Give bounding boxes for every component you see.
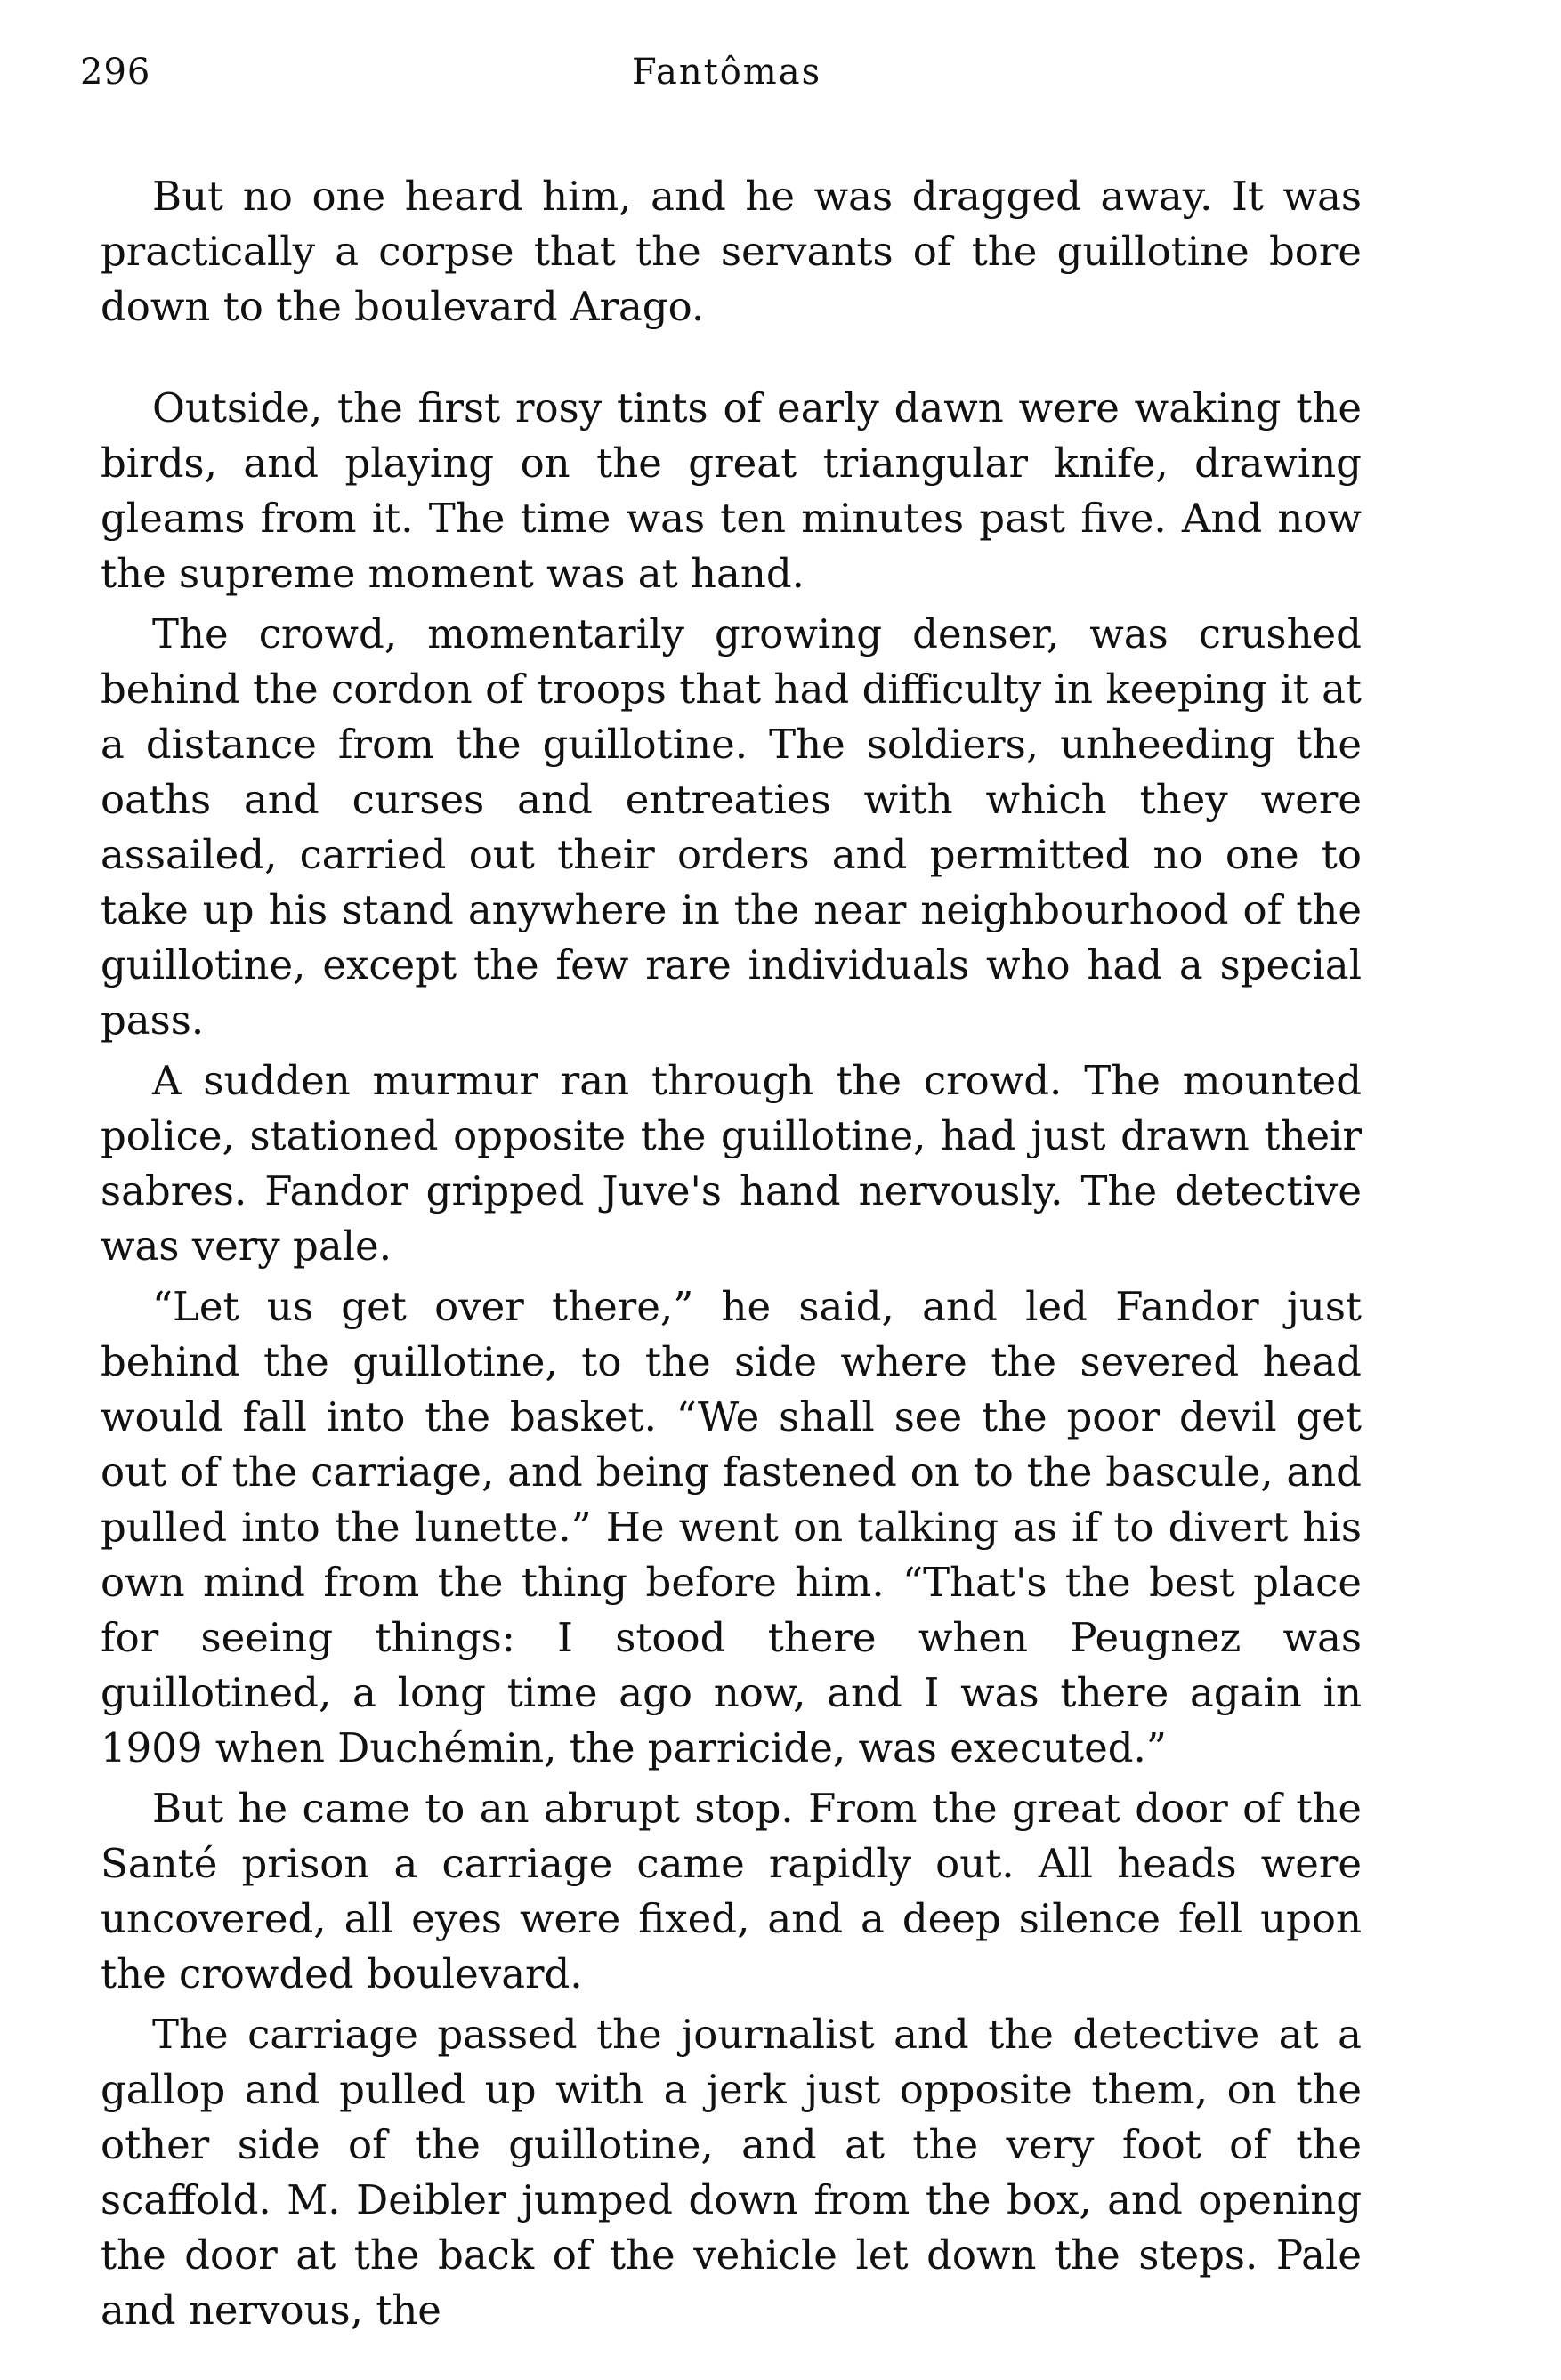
running-title: Fantômas	[632, 52, 822, 93]
page-header	[80, 52, 1451, 105]
paragraph-6: But he came to an abrupt stop. From the great door of the Santé prison a carriage came rapidly out. All heads were uncovered, all eyes were fixed, and a deep silence fell upon the crowded boulevard.	[101, 1785, 1362, 1997]
paragraph-1: But no one heard him, and he was dragged away. It was practically a corpse that the servants of the guillotine bore down to the boulevard Arago.	[101, 173, 1362, 330]
page-number: 296	[80, 52, 151, 93]
paragraph-7: The carriage passed the journalist and the detective at a gallop and pulled up with a jerk just opposite them, on the other side of the guillotine, and at the very foot of the scaffold. M. Deibler jumped down from the box, and opening the door at the back of the vehicle let down the steps. Pale and nervous, the	[101, 2011, 1362, 2334]
paragraph-2: Outside, the first rosy tints of early dawn were waking the birds, and playing on the great triangular knife, drawing gleams from it. The time was ten minutes past five. And now the supreme moment was at hand.	[101, 384, 1362, 597]
paragraph-3: The crowd, momentarily growing denser, was crushed behind the cordon of troops that had difficulty in keeping it at a distance from the guillotine. The soldiers, unheeding the oaths and curses and entreaties with which they were assailed, carried out their orders and permitted no one to take up his stand anywhere in the near neighbourhood of the guillotine, except the few rare individuals who had a special pass.	[101, 610, 1362, 1044]
paragraph-5: “Let us get over there,” he said, and led Fandor just behind the guillotine, to the side where the severed head would fall into the basket. “We shall see the poor devil get out of the carriage, and being fastened on to the bascule, and pulled into the lunette.” He went on talking as if to divert his own mind from the thing before him. “That's the best place for seeing things: I stood there when Peugnez was guillotined, a long time ago now, and I was there again in 1909 when Duchémin, the parricide, was executed.”	[101, 1283, 1362, 1771]
text-body	[101, 169, 1362, 2338]
paragraph-4: A sudden murmur ran through the crowd. The mounted police, stationed opposite the guillotine, had just drawn their sabres. Fandor gripped Juve's hand nervously. The detective was very pale.	[101, 1057, 1362, 1270]
